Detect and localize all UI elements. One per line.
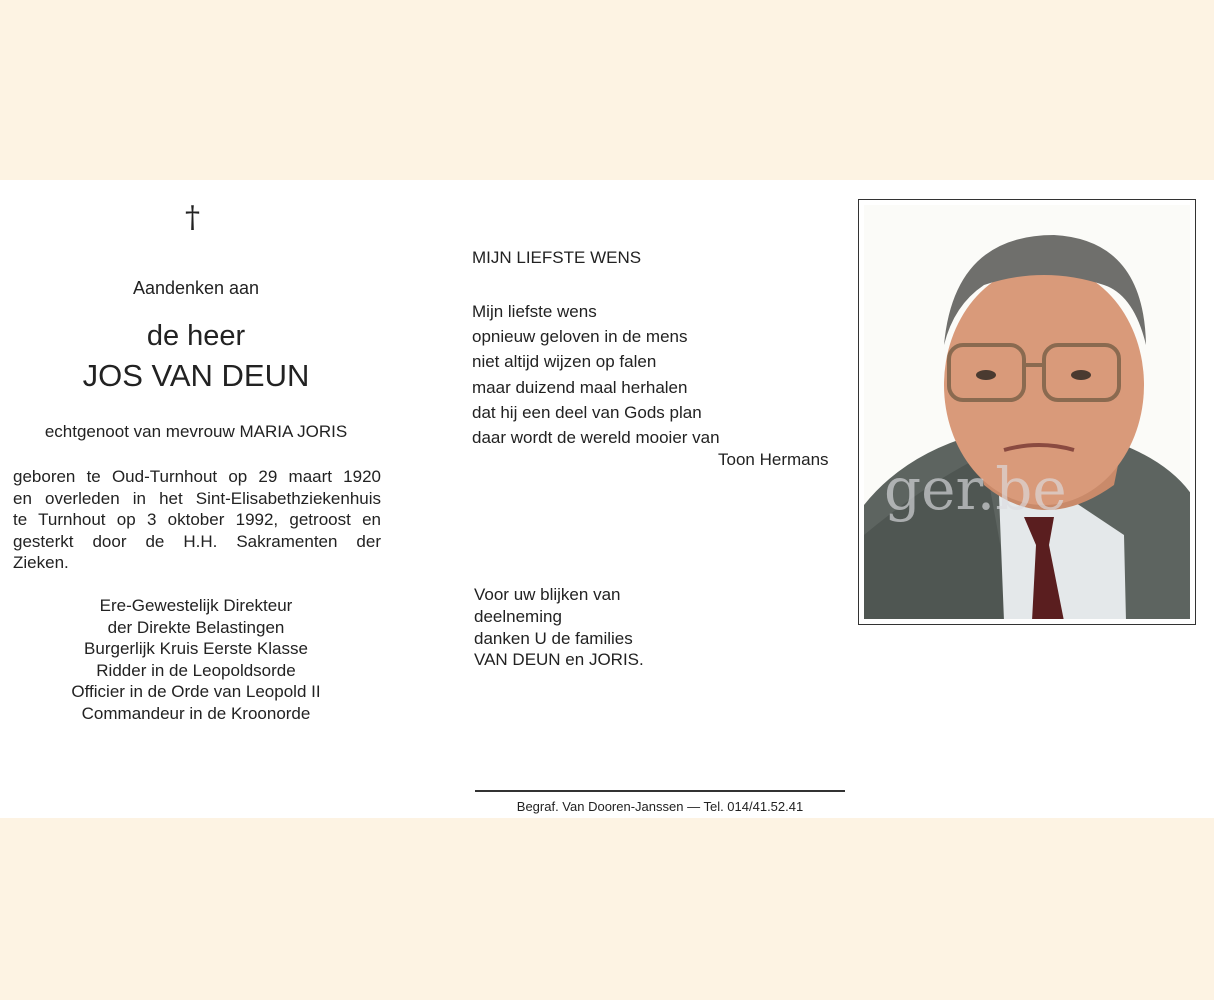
thanks-note <box>474 584 644 671</box>
poem-line: dat hij een deel van Gods plan <box>472 402 702 422</box>
thanks-line: Voor uw blijken van <box>474 585 621 604</box>
poem-line: opnieuw geloven in de mens <box>472 327 688 347</box>
honours-list <box>20 595 372 725</box>
honour: Burgerlijk Kruis Eerste Klasse <box>84 639 308 659</box>
portrait-photo <box>864 205 1190 619</box>
honour: der Direkte Belastingen <box>107 617 285 637</box>
memorial-card <box>0 180 1214 818</box>
poem <box>472 299 720 450</box>
poem-line: niet altijd wijzen op falen <box>472 352 657 372</box>
thanks-line: deelneming <box>474 606 562 626</box>
biography <box>13 466 381 574</box>
bio-line: te Turnhout op 3 oktober 1992, getroost en <box>13 510 381 530</box>
honour: Officier in de Orde van Leopold II <box>71 682 321 702</box>
watermark: ger.be <box>884 455 1067 523</box>
poem-title: MIJN LIEFSTE WENS <box>472 248 642 267</box>
portrait-image <box>864 205 1190 619</box>
thanks-line: VAN DEUN en JORIS. <box>474 650 644 670</box>
poem-line: Mijn liefste wens <box>472 302 597 321</box>
bio-line: geboren te Oud-Turnhout op 29 maart 1920 <box>13 467 381 486</box>
bio-line: en overleden in het Sint-Elisabethziekenhuis <box>13 488 381 508</box>
divider <box>475 790 845 792</box>
spouse-line: echtgenoot van mevrouw MARIA JORIS <box>44 422 348 441</box>
deceased-name: JOS VAN DEUN <box>82 358 310 393</box>
honour: Commandeur in de Kroonorde <box>81 703 311 723</box>
poem-author: Toon Hermans <box>718 450 829 469</box>
honour: Ridder in de Leopoldsorde <box>96 660 296 680</box>
in-memory-label: Aandenken aan <box>132 278 260 298</box>
bio-line: Zieken. <box>13 553 69 573</box>
portrait-frame <box>858 199 1196 625</box>
cross-icon: † <box>185 200 200 235</box>
honorific: de heer <box>146 320 246 352</box>
honour: Ere-Gewestelijk Direkteur <box>99 596 293 615</box>
undertaker-credit: Begraf. Van Dooren-Janssen — Tel. 014/41.52.41 <box>516 799 804 814</box>
poem-line: daar wordt de wereld mooier van <box>472 428 720 448</box>
thanks-line: danken U de families <box>474 628 633 648</box>
bio-line: gesterkt door de H.H. Sakramenten der <box>13 531 381 551</box>
poem-line: maar duizend maal herhalen <box>472 377 688 397</box>
